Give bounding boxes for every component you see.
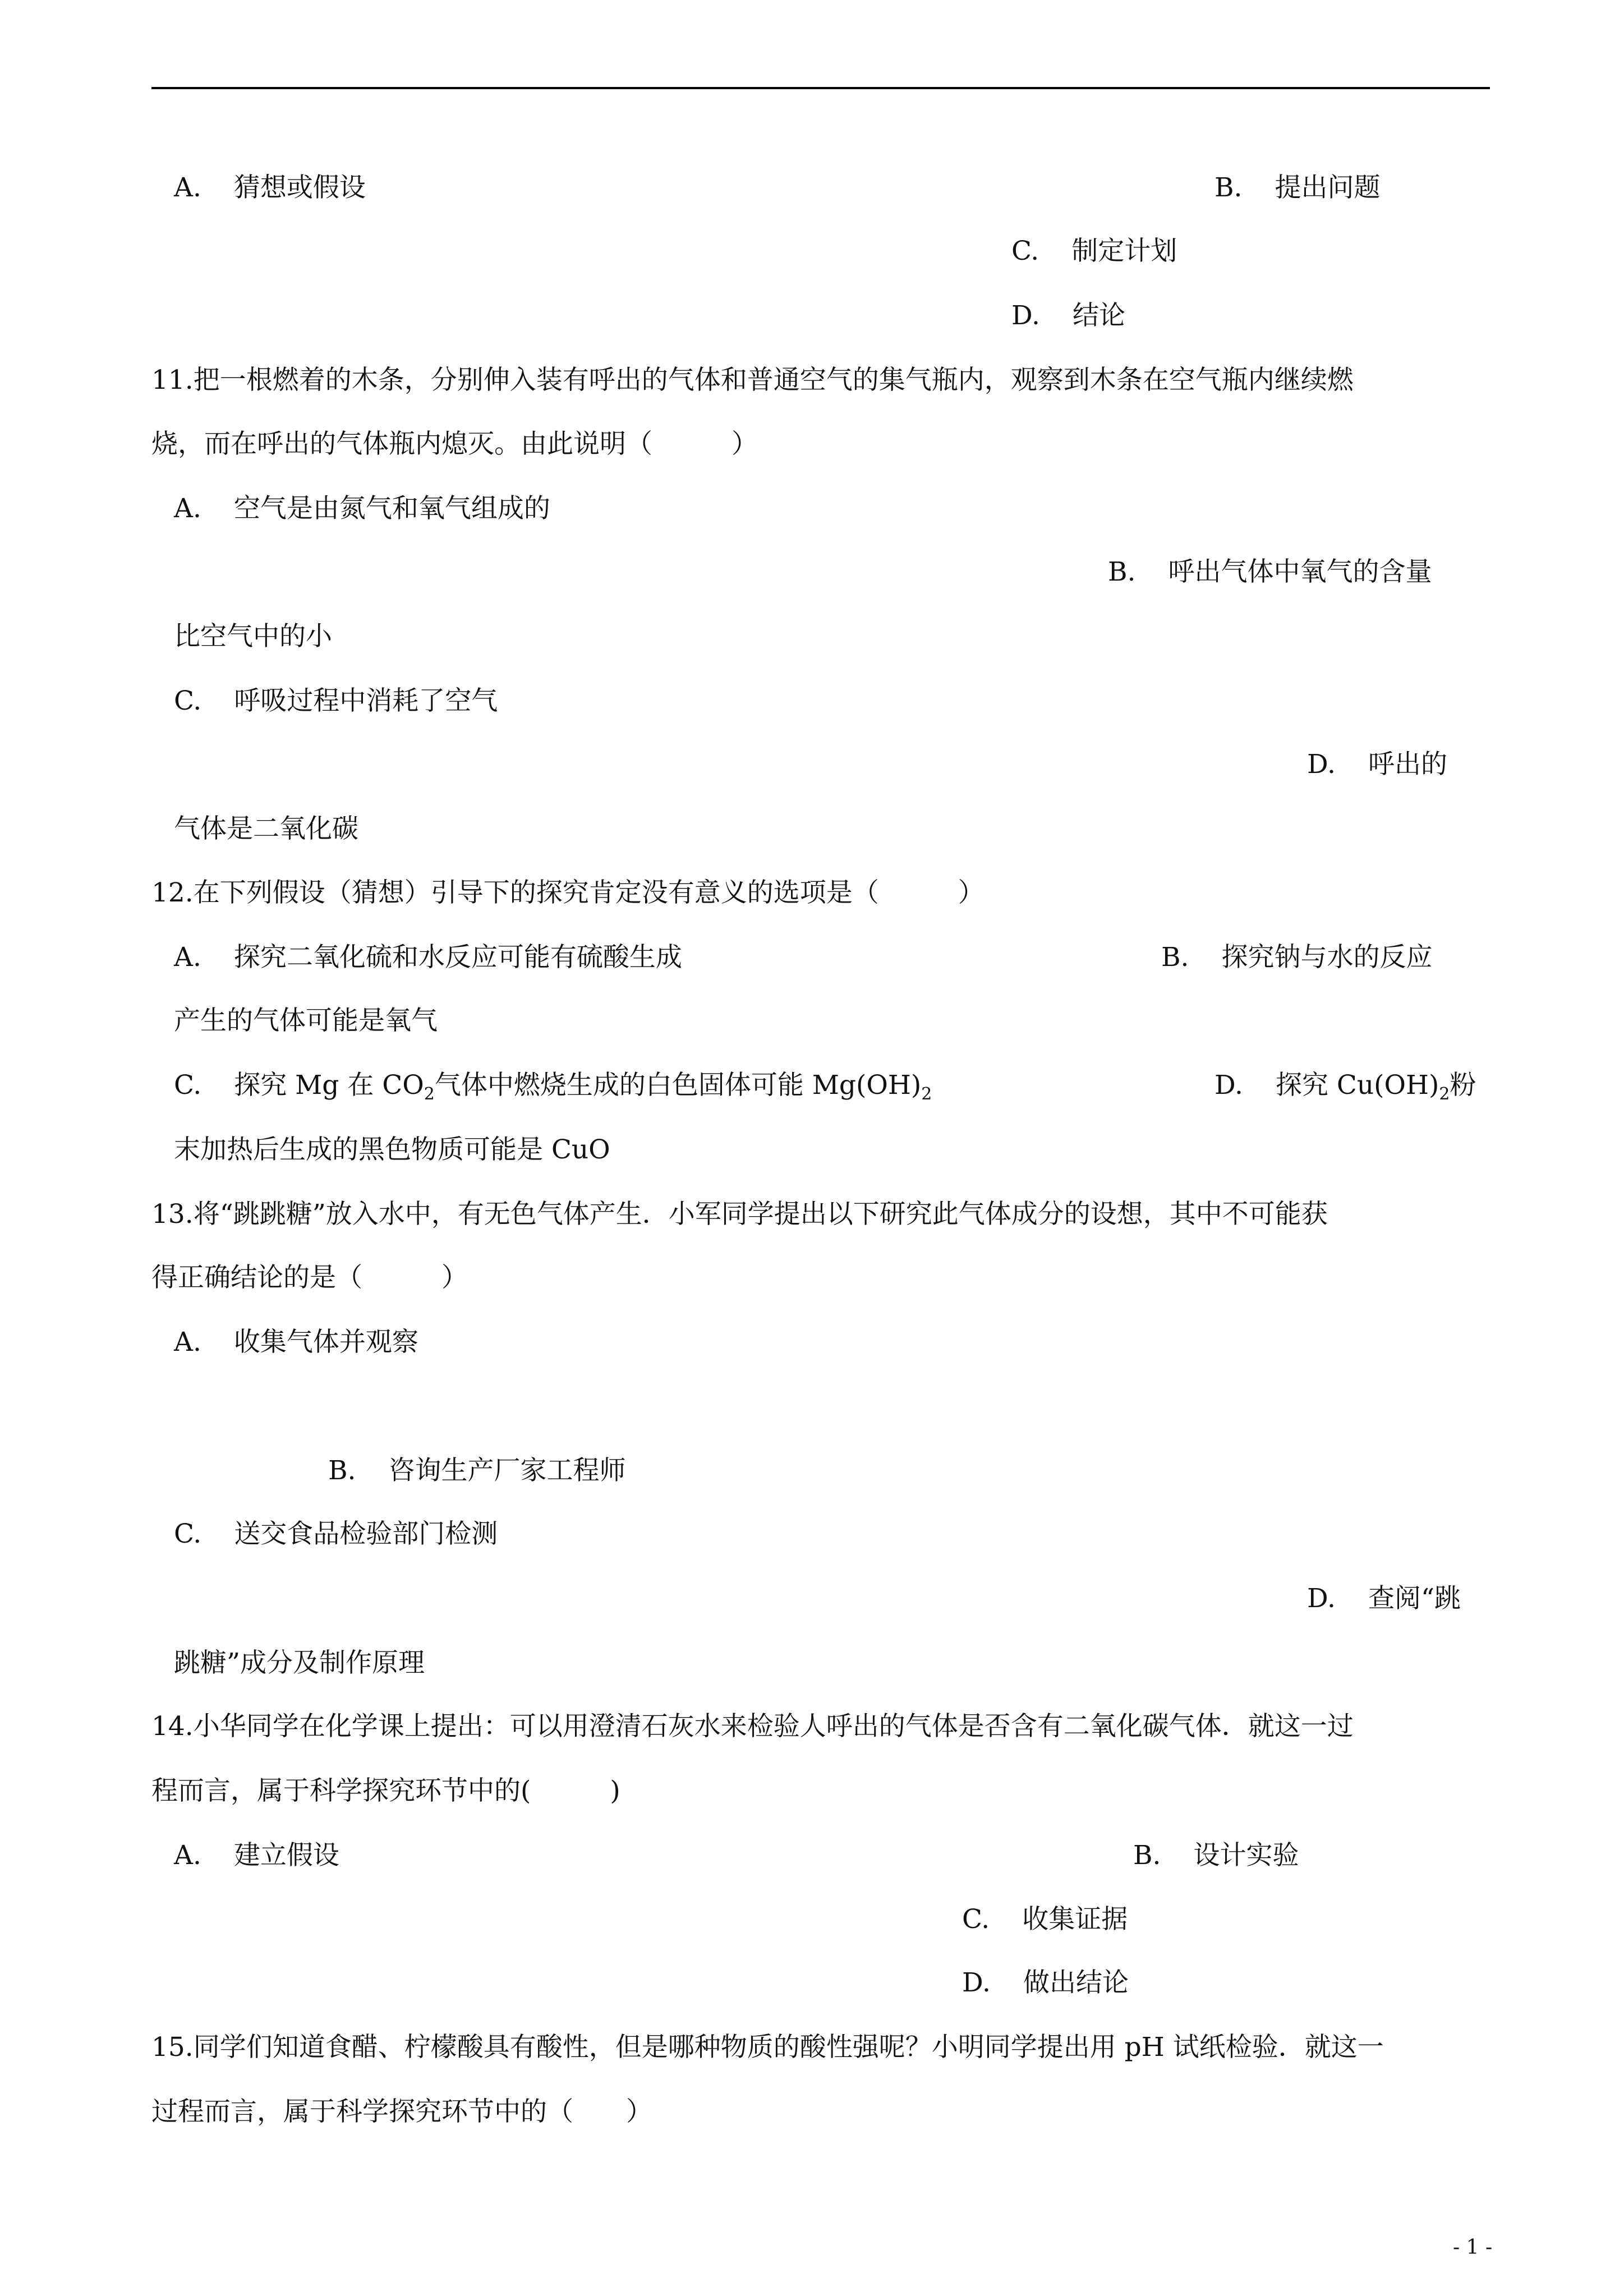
q13-option-c: C. 送交食品检验部门检测 xyxy=(174,1519,498,1549)
q11-stem-line2: 烧，而在呼出的气体瓶内熄灭。由此说明（ ） xyxy=(151,429,758,459)
q13-option-d-continued: 跳糖”成分及制作原理 xyxy=(174,1648,425,1678)
q11-option-d: D. 呼出的 xyxy=(1307,749,1447,780)
q11-option-b: B. 呼出气体中氧气的含量 xyxy=(1108,556,1432,587)
q14-option-c: C. 收集证据 xyxy=(962,1904,1128,1935)
q12-option-c: C. 探究 Mg 在 $CO_2$气体中燃烧生成的白色固体可能 $Mg(OH)_2$ xyxy=(174,1070,932,1104)
q15-stem-line1: 15.同学们知道食醋、柠檬酸具有酸性，但是哪种物质的酸性强呢？小明同学提出用 pH 试纸检验．就这一 xyxy=(151,2032,1384,2063)
q11-stem-line1: 11.把一根燃着的木条，分别伸入装有呼出的气体和普通空气的集气瓶内，观察到木条在空气瓶内继续燃 xyxy=(151,365,1354,395)
q12-option-b: B. 探究钠与水的反应 xyxy=(1161,942,1433,973)
q12-option-d: D. 探究 $Cu(OH)_2$粉 xyxy=(1214,1070,1476,1104)
q11-option-d-continued: 气体是二氧化碳 xyxy=(174,813,358,844)
q12-option-a: A. 探究二氧化硫和水反应可能有硫酸生成 xyxy=(174,942,682,973)
q11-option-b-continued: 比空气中的小 xyxy=(174,621,332,652)
q10-option-d: D. 结论 xyxy=(1011,300,1125,331)
q13-stem-line2: 得正确结论的是（ ） xyxy=(151,1262,468,1293)
page-number: - 1 - xyxy=(1453,2236,1493,2259)
q10-option-b: B. 提出问题 xyxy=(1214,172,1381,203)
q14-stem-line2: 程而言，属于科学探究环节中的( ) xyxy=(151,1775,620,1806)
q13-option-b: B. 咨询生产厂家工程师 xyxy=(328,1455,626,1486)
q10-option-a: A. 猜想或假设 xyxy=(174,172,366,203)
q14-option-b: B. 设计实验 xyxy=(1133,1840,1299,1871)
header-rule xyxy=(151,87,1490,89)
q14-stem-line1: 14.小华同学在化学课上提出：可以用澄清石灰水来检验人呼出的气体是否含有二氧化碳气体．就这一过 xyxy=(151,1711,1354,1742)
q14-option-a: A. 建立假设 xyxy=(174,1840,339,1871)
q12-option-d-continued: 末加热后生成的黑色物质可能是 CuO xyxy=(174,1134,610,1165)
q10-option-c: C. 制定计划 xyxy=(1011,236,1177,266)
q14-option-d: D. 做出结论 xyxy=(962,1967,1129,1998)
q13-stem-line1: 13.将“跳跳糖”放入水中，有无色气体产生．小军同学提出以下研究此气体成分的设想，其中不可能获 xyxy=(151,1199,1328,1230)
q12-option-b-continued: 产生的气体可能是氧气 xyxy=(174,1005,438,1036)
q13-option-d: D. 查阅“跳 xyxy=(1307,1583,1461,1614)
q13-option-a: A. 收集气体并观察 xyxy=(174,1327,418,1358)
q11-option-a: A. 空气是由氮气和氧气组成的 xyxy=(174,493,550,524)
q11-option-c: C. 呼吸过程中消耗了空气 xyxy=(174,685,498,716)
q12-stem: 12.在下列假设（猜想）引导下的探究肯定没有意义的选项是（ ） xyxy=(151,877,984,908)
q15-stem-line2: 过程而言，属于科学探究环节中的（ ） xyxy=(151,2096,652,2127)
